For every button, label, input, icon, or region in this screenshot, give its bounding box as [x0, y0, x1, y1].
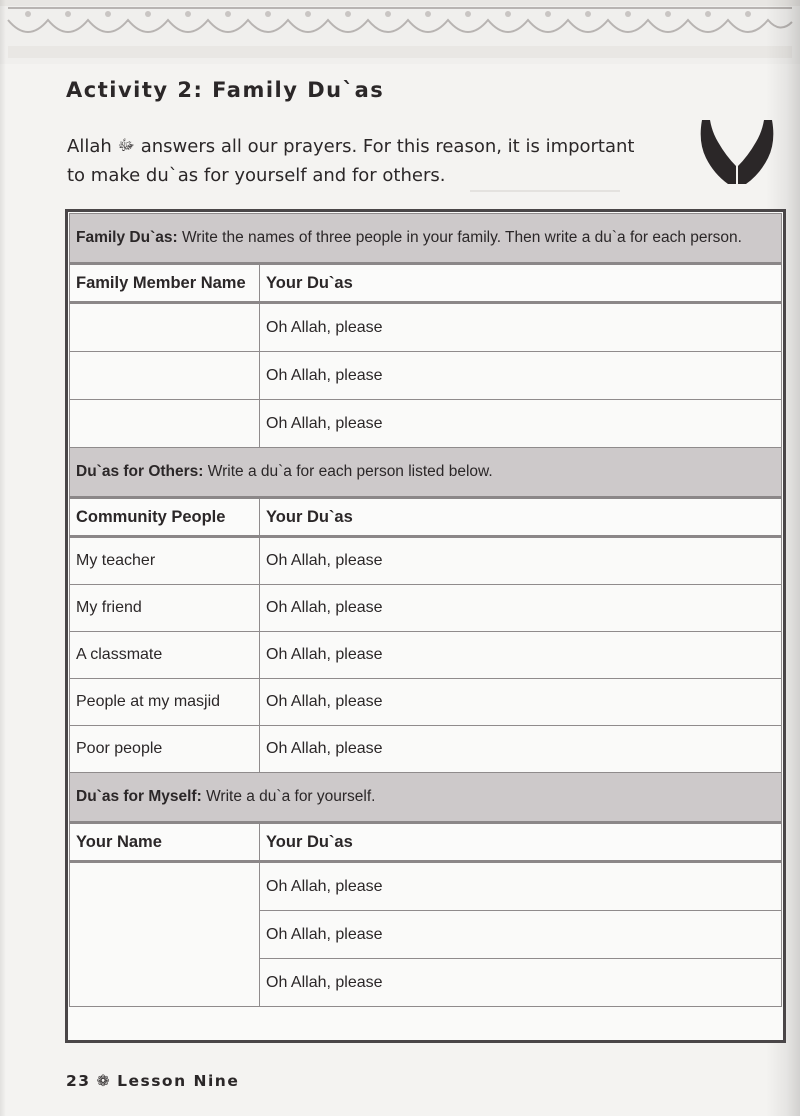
person-label: My friend	[70, 585, 260, 632]
intro-text-start: Allah	[67, 136, 112, 157]
table-row	[70, 303, 782, 352]
column-header-your-name: Your Name	[70, 823, 260, 862]
column-header-duas: Your Du`as	[260, 823, 782, 862]
table-row	[70, 400, 782, 448]
person-label: My teacher	[70, 537, 260, 585]
myself-column-headers	[70, 823, 782, 862]
person-label: Poor people	[70, 726, 260, 773]
table-row	[70, 726, 782, 773]
intro-paragraph	[67, 131, 697, 190]
others-column-headers	[70, 498, 782, 537]
column-header-duas: Your Du`as	[260, 498, 782, 537]
dua-cell[interactable]: Oh Allah, please	[260, 400, 782, 448]
decorative-top-border	[0, 0, 800, 64]
activity-table-frame	[65, 209, 786, 1043]
person-label: A classmate	[70, 632, 260, 679]
section-instruction: Write the names of three people in your family. Then write a du`a for each person.	[181, 229, 742, 246]
praying-hands-icon	[692, 112, 782, 197]
family-name-cell[interactable]	[70, 303, 260, 352]
section-heading: Du`as for Others:	[76, 463, 204, 480]
family-column-headers	[70, 264, 782, 303]
table-row	[70, 585, 782, 632]
dua-table	[69, 213, 782, 1007]
table-row	[70, 537, 782, 585]
table-row	[70, 862, 782, 911]
section-instruction: Write a du`a for yourself.	[206, 788, 376, 805]
dua-cell[interactable]: Oh Allah, please	[260, 726, 782, 773]
dua-cell[interactable]: Oh Allah, please	[260, 303, 782, 352]
dua-cell[interactable]: Oh Allah, please	[260, 537, 782, 585]
person-label: People at my masjid	[70, 679, 260, 726]
section-heading: Family Du`as:	[76, 229, 178, 246]
others-section-header	[70, 448, 782, 498]
activity-title: Activity 2: Family Du`as	[66, 78, 385, 102]
family-name-cell[interactable]	[70, 352, 260, 400]
column-header-duas: Your Du`as	[260, 264, 782, 303]
flower-ornament-icon: ❁	[96, 1072, 112, 1090]
table-row	[70, 679, 782, 726]
section-instruction: Write a du`a for each person listed below.	[207, 463, 493, 480]
intro-text-end: answers all our prayers. For this reason, it is important	[140, 136, 635, 157]
column-header-community: Community People	[70, 498, 260, 537]
family-name-cell[interactable]	[70, 400, 260, 448]
show-through-line	[470, 190, 620, 192]
section-heading: Du`as for Myself:	[76, 788, 202, 805]
dua-cell[interactable]: Oh Allah, please	[260, 959, 782, 1007]
intro-text-line2: to make du`as for yourself and for others.	[67, 165, 446, 186]
table-row	[70, 632, 782, 679]
your-name-cell[interactable]	[70, 862, 260, 1007]
dua-cell[interactable]: Oh Allah, please	[260, 679, 782, 726]
column-header-name: Family Member Name	[70, 264, 260, 303]
page-number: 23	[66, 1072, 91, 1090]
page-footer	[66, 1072, 239, 1090]
honorific-glyph: ﷻ	[117, 136, 135, 154]
dua-cell[interactable]: Oh Allah, please	[260, 632, 782, 679]
dua-cell[interactable]: Oh Allah, please	[260, 585, 782, 632]
page-shadow-left	[0, 0, 6, 1116]
dua-cell[interactable]: Oh Allah, please	[260, 862, 782, 911]
dua-cell[interactable]: Oh Allah, please	[260, 352, 782, 400]
lesson-label: Lesson Nine	[117, 1072, 240, 1090]
dua-cell[interactable]: Oh Allah, please	[260, 911, 782, 959]
myself-section-header	[70, 773, 782, 823]
family-section-header	[70, 214, 782, 264]
table-row	[70, 352, 782, 400]
